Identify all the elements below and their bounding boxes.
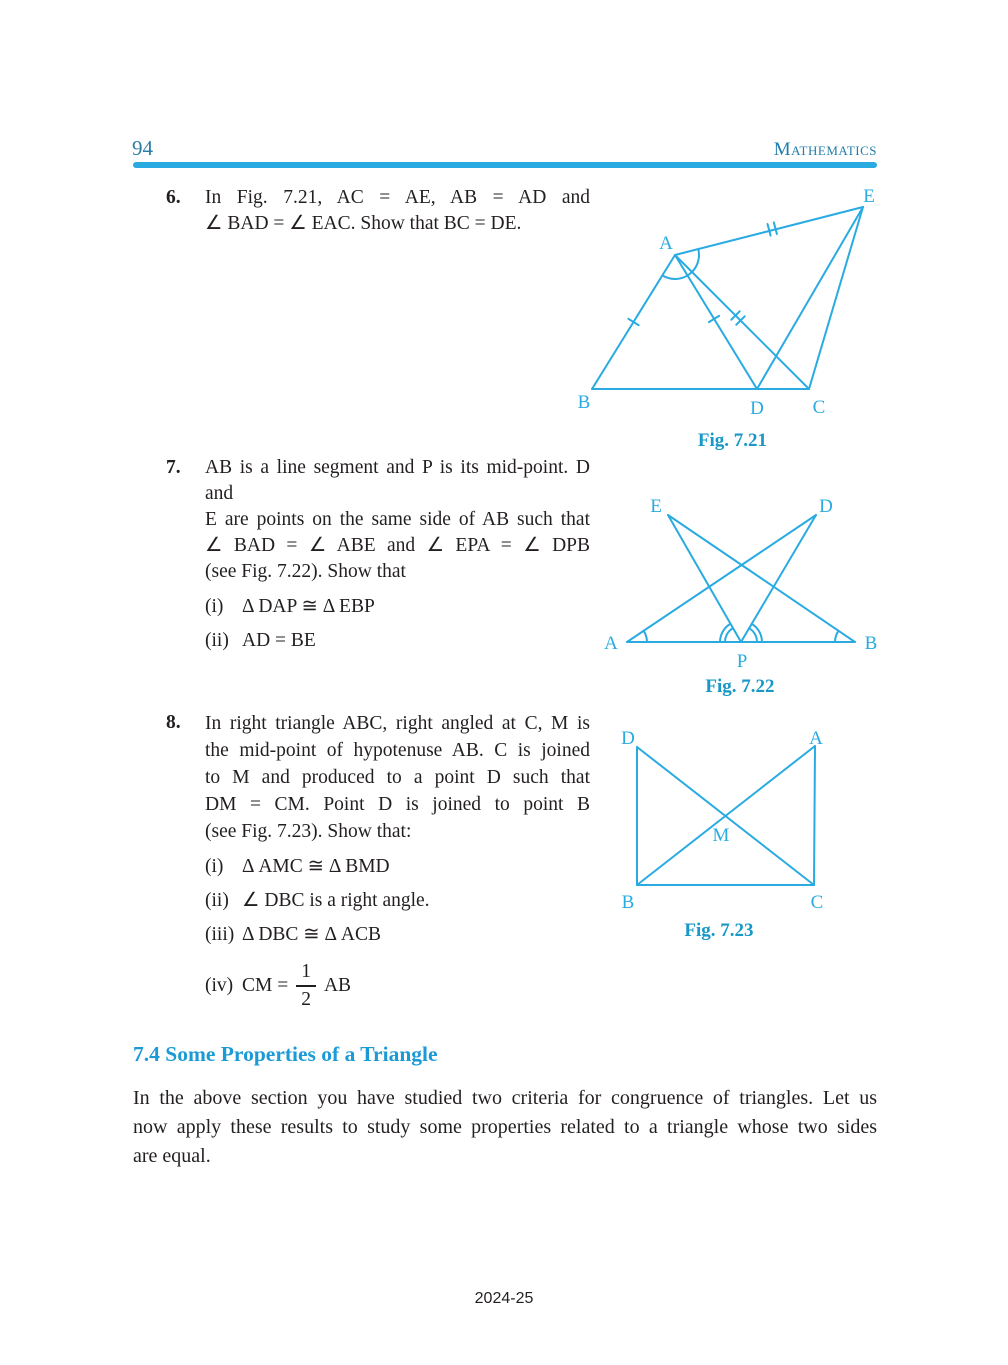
- angle-arc-A: [644, 631, 647, 642]
- paragraph-line: now apply these results to study some properties related to a triangle whose two sides: [133, 1116, 877, 1138]
- vertex-label-E: E: [650, 496, 662, 517]
- problem-text-line: the mid-point of hypotenuse AB. C is joined: [205, 740, 590, 761]
- problem-number: 7.: [166, 457, 181, 478]
- problem-text-line: AB is a line segment and P is its mid-point. D and: [205, 457, 590, 504]
- subitem-text: AD = BE: [242, 630, 316, 651]
- problem-text-line: E are points on the same side of AB such that: [205, 509, 590, 530]
- vertex-label-D: D: [750, 398, 764, 419]
- subitem-text: Δ DAP ≅ Δ EBP: [242, 596, 375, 617]
- subitem-text-prefix: CM =: [242, 975, 289, 996]
- subitem-iv: [205, 960, 590, 1012]
- vertex-label-D: D: [621, 728, 635, 749]
- fig-7-22-lines: [627, 515, 855, 642]
- fig-7-22-diagram: [595, 490, 885, 702]
- vertex-label-C: C: [812, 397, 826, 418]
- subitem-marker: (ii): [205, 630, 229, 651]
- vertex-label-A: A: [809, 728, 823, 749]
- subitem-iii: [205, 922, 590, 948]
- subitem-marker: (i): [205, 856, 224, 877]
- problem-8: [166, 710, 590, 1012]
- subitem-ii: [205, 888, 590, 914]
- angle-arc-B: [835, 631, 839, 642]
- vertex-label-B: B: [621, 892, 635, 913]
- vertex-label-D: D: [819, 496, 833, 517]
- subitem-text-suffix: AB: [323, 975, 352, 996]
- problem-7: [166, 455, 590, 654]
- subitem-marker: (ii): [205, 890, 229, 911]
- angle-arc-P-right-1: [749, 628, 757, 642]
- problem-text-line: ∠ BAD = ∠ ABE and ∠ EPA = ∠ DPB: [205, 535, 590, 556]
- fig-7-23-lines: [637, 746, 815, 885]
- fig-7-23-caption: Fig. 7.23: [684, 920, 754, 941]
- vertex-label-A: A: [659, 233, 673, 254]
- subitem-text: Δ AMC ≅ Δ BMD: [242, 856, 390, 877]
- problem-number: 8.: [166, 712, 181, 733]
- vertex-label-B: B: [864, 633, 878, 654]
- vertex-label-A: A: [604, 633, 618, 654]
- problem-text-line: ∠ BAD = ∠ EAC. Show that BC = DE.: [205, 213, 522, 234]
- header-rule: [133, 162, 877, 168]
- problem-text-line: DM = CM. Point D is joined to point B: [205, 794, 590, 815]
- running-header-title: Mathematics: [773, 139, 877, 160]
- problem-text-line: (see Fig. 7.23). Show that:: [205, 821, 412, 842]
- fig-7-21-lines: [592, 207, 863, 389]
- fig-7-21-diagram: [570, 183, 885, 423]
- fig-7-22-caption: Fig. 7.22: [705, 676, 775, 697]
- section-heading: 7.4 Some Properties of a Triangle: [133, 1042, 438, 1066]
- subitem-i: [205, 594, 590, 620]
- fig-7-21-caption: Fig. 7.21: [697, 430, 768, 451]
- problem-text-line: to M and produced to a point D such that: [205, 767, 590, 788]
- fig-7-23-diagram: [615, 722, 885, 932]
- subitem-text: Δ DBC ≅ Δ ACB: [242, 924, 381, 945]
- subitem-marker: (iv): [205, 975, 234, 996]
- fraction-numerator: 1: [296, 960, 316, 987]
- problem-text-line: In right triangle ABC, right angled at C, M is: [205, 713, 590, 734]
- problem-text-line: (see Fig. 7.22). Show that: [205, 561, 406, 582]
- page-number: 94: [132, 136, 153, 160]
- problem-number: 6.: [166, 187, 181, 208]
- vertex-label-E: E: [863, 186, 875, 207]
- tick-mark-AB: [628, 319, 638, 325]
- fraction-denominator: 2: [301, 989, 311, 1010]
- footer-year: 2024-25: [474, 1290, 534, 1307]
- vertex-label-B: B: [577, 392, 591, 413]
- vertex-label-C: C: [810, 892, 824, 913]
- fraction-one-half: [296, 960, 316, 1012]
- subitem-ii: [205, 628, 590, 654]
- subitem-text: ∠ DBC is a right angle.: [242, 890, 430, 911]
- paragraph-line: are equal.: [133, 1145, 211, 1167]
- midpoint-label-M: M: [712, 825, 730, 846]
- subitem-marker: (i): [205, 596, 224, 617]
- subitem-i: [205, 854, 590, 880]
- vertex-label-P: P: [736, 651, 748, 672]
- paragraph-line: In the above section you have studied two criteria for congruence of triangles. Let us: [133, 1087, 877, 1109]
- problem-6: [166, 185, 590, 237]
- subitem-marker: (iii): [205, 924, 235, 945]
- section-paragraph: [133, 1084, 877, 1171]
- problem-text-line: In Fig. 7.21, AC = AE, AB = AD and: [205, 187, 590, 208]
- angle-arc-P-left-1: [725, 628, 733, 642]
